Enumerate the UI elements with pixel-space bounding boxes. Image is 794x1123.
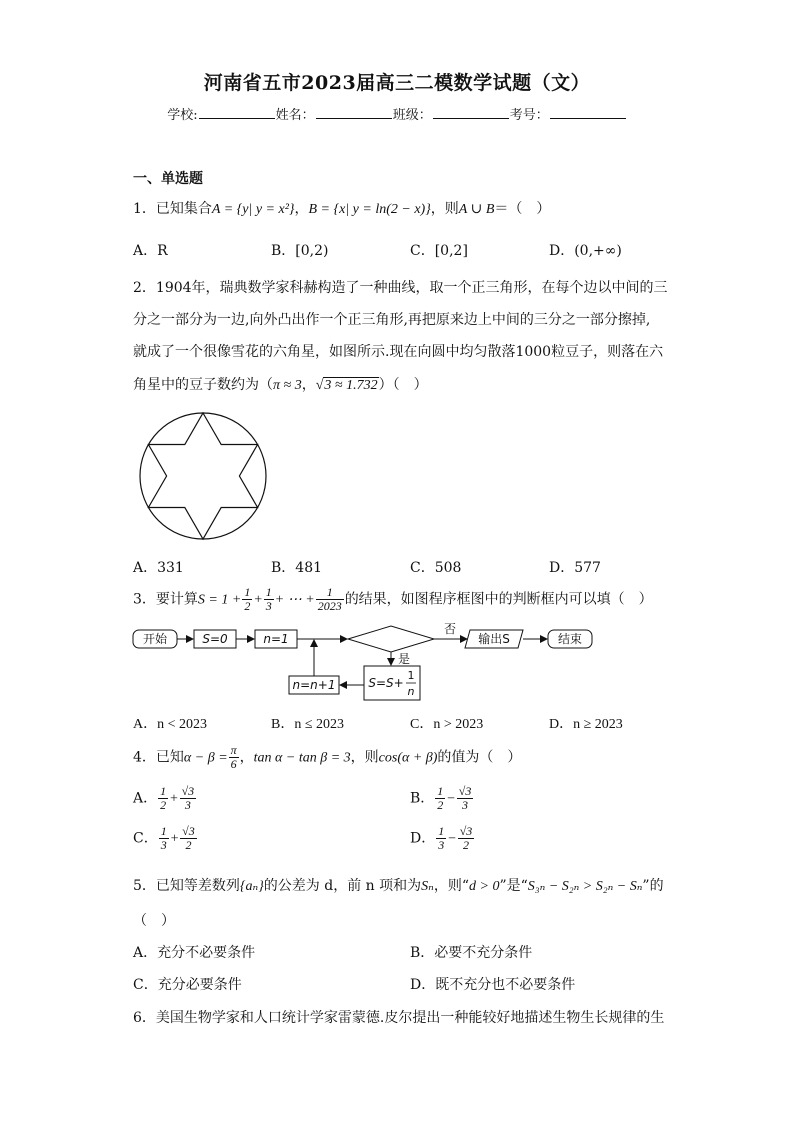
hexagram-figure (135, 408, 271, 544)
school-label: 学校: (167, 108, 198, 123)
q5-option-d[interactable]: D．既不充分也不必要条件 (410, 977, 576, 993)
q2-sqrt-approx: 3 ≈ 1.732 (324, 378, 378, 393)
q3-formula-b: + ⋯ + (274, 592, 315, 608)
q4-expr: cos(α + β) (378, 750, 438, 766)
q1-set-b: B = {x| y = ln(2 − x)} (308, 202, 431, 217)
flowchart (130, 620, 600, 702)
q2-option-a[interactable]: A．331 (133, 560, 184, 576)
flow-yes-label: 是 (397, 652, 411, 666)
question-3: 3．要计算S = 1 + $\frac{1}{2}$ + $\frac{1}{3}$ + ⋯ + $\frac{1}{2023}$ 的结果，如图程序框图中的判断框内可以填（ ） (133, 585, 653, 613)
page-title: 河南省五市2023届高三二模数学试题（文） (203, 72, 591, 94)
student-info-line (0, 104, 794, 123)
flow-n1-label: n=1 (263, 632, 289, 646)
q4-text-c: 的值为（ ） (437, 749, 522, 766)
q3-frac-1: $\frac{1}{2}$ (244, 585, 251, 613)
q1-union: A ∪ B (458, 202, 495, 217)
flow-end-label: 结束 (557, 632, 583, 646)
q1-option-d[interactable]: D．(0,+∞) (549, 243, 622, 259)
q1-option-b[interactable]: B．[0,2) (271, 243, 329, 259)
q5-seq: {aₙ} (239, 879, 264, 894)
q1-set-a: A = {y| y = x²} (211, 202, 295, 217)
question-1 (133, 198, 550, 218)
q2-pi-approx: π ≈ 3 (273, 378, 302, 393)
q3-option-a[interactable]: A．n < 2023 (133, 717, 208, 732)
q4-cond-a: α − β = (183, 750, 228, 766)
outer-circle (140, 413, 266, 539)
q2-option-c[interactable]: C．508 (410, 560, 462, 576)
q1-text-b: ，则 (430, 201, 459, 217)
q1-text: 已知集合 (155, 201, 212, 217)
q5-text: 5．已知等差数列 (133, 878, 240, 894)
flow-decision (348, 626, 434, 652)
q1-sep: ， (294, 201, 309, 217)
name-label: 姓名： (275, 108, 315, 123)
q4-text-b: ，则 (350, 749, 379, 766)
q4-text: 4．已知 (133, 749, 184, 766)
q4-cond-b: tan α − tan β = 3 (253, 750, 351, 766)
flow-inc-label: n=n+1 (292, 678, 336, 692)
q3-frac-2: $\frac{1}{3}$ (265, 585, 272, 613)
q5-sn: Sₙ (421, 879, 434, 894)
q3-option-c[interactable]: C．n > 2023 (410, 717, 484, 732)
q1-option-c[interactable]: C．[0,2] (410, 243, 468, 259)
flow-no-label: 否 (443, 622, 457, 636)
q5-option-a[interactable]: A．充分不必要条件 (133, 945, 256, 961)
q2-line-3: 就成了一个很像雪花的六角星，如图所示.现在向圆中均匀散落1000粒豆子，则落在六 (133, 344, 664, 360)
q2-line-4: 角星中的豆子数约为（π ≈ 3，√3 ≈ 1.732）（ ） (133, 377, 428, 393)
q1-option-a[interactable]: A．R (133, 243, 168, 259)
q5-option-b[interactable]: B．必要不充分条件 (410, 945, 533, 961)
q3-text: 3．要计算 (133, 591, 198, 608)
q2-line-4-end: ）（ ） (378, 377, 428, 393)
name-blank[interactable] (316, 106, 392, 119)
school-blank[interactable] (199, 106, 275, 119)
q5-paren: （ ） (133, 913, 175, 929)
exam-no-blank[interactable] (550, 106, 626, 119)
q5-option-c[interactable]: C．充分必要条件 (133, 977, 242, 993)
q4-option-d[interactable]: D． $\frac{1}{3}$ − $\frac{√3}{2}$ (410, 824, 473, 852)
section-heading: 一、单选题 (133, 171, 203, 187)
q3-text-b: 的结果，如图程序框图中的判断框内可以填（ ） (344, 591, 653, 608)
q3-option-d[interactable]: D．n ≥ 2023 (549, 717, 623, 732)
q5-text-e: ”的 (642, 878, 664, 894)
flow-output-label: 输出S (478, 632, 510, 646)
q4-frac: $\frac{\pi}{6}$ (230, 743, 237, 771)
flow-start-label: 开始 (142, 632, 168, 646)
q5-text-d: ”是“ (499, 878, 528, 894)
q6-line-1: 6．美国生物学家和人口统计学家雷蒙德.皮尔提出一种能较好地描述生物生长规律的生 (133, 1010, 665, 1026)
q2-line-2: 分之一部分为一边,向外凸出作一个正三角形,再把原来边上中间的三分之一部分擦掉, (133, 312, 651, 328)
q1-text-c: ＝（ ） (494, 201, 551, 217)
q3-option-b[interactable]: B．n ≤ 2023 (271, 717, 345, 732)
q4-option-a[interactable]: A． $\frac{1}{2}$ + $\frac{√3}{3}$ (133, 784, 195, 812)
q2-line-4-text: 角星中的豆子数约为（ (133, 377, 273, 393)
six-pointed-star (148, 413, 257, 539)
q3-formula-a: S = 1 + (197, 592, 242, 608)
exam-no-label: 考号： (509, 108, 549, 123)
q4-option-c[interactable]: C． $\frac{1}{3}$ + $\frac{√3}{2}$ (133, 824, 195, 852)
class-blank[interactable] (433, 106, 509, 119)
q2-sep: ， (301, 377, 316, 393)
flow-update-num: 1 (407, 669, 415, 682)
q2-option-d[interactable]: D．577 (549, 560, 601, 576)
q1-number: 1． (133, 201, 156, 217)
q5-text-c: ，则“ (433, 878, 469, 894)
q5-ineq: S₃ₙ − S₂ₙ > S₂ₙ − Sₙ (527, 879, 643, 894)
flow-update-label: S=S+ (368, 676, 404, 690)
q3-frac-3: $\frac{1}{2023}$ (317, 585, 342, 613)
question-5 (133, 875, 664, 895)
q4-sep: ， (239, 749, 254, 766)
q5-cond: d > 0 (469, 879, 500, 894)
q2-option-b[interactable]: B．481 (271, 560, 323, 576)
q4-option-b[interactable]: B． $\frac{1}{2}$ − $\frac{√3}{3}$ (410, 784, 472, 812)
question-4 (133, 744, 521, 771)
class-label: 班级： (392, 108, 432, 123)
q5-text-b: 的公差为 d，前 n 项和为 (263, 878, 422, 894)
flow-s0-label: S=0 (202, 632, 228, 646)
q2-line-1: 2．1904年，瑞典数学家科赫构造了一种曲线，取一个正三角形，在每个边以中间的三 (133, 280, 668, 296)
flow-update-den: n (407, 685, 415, 698)
